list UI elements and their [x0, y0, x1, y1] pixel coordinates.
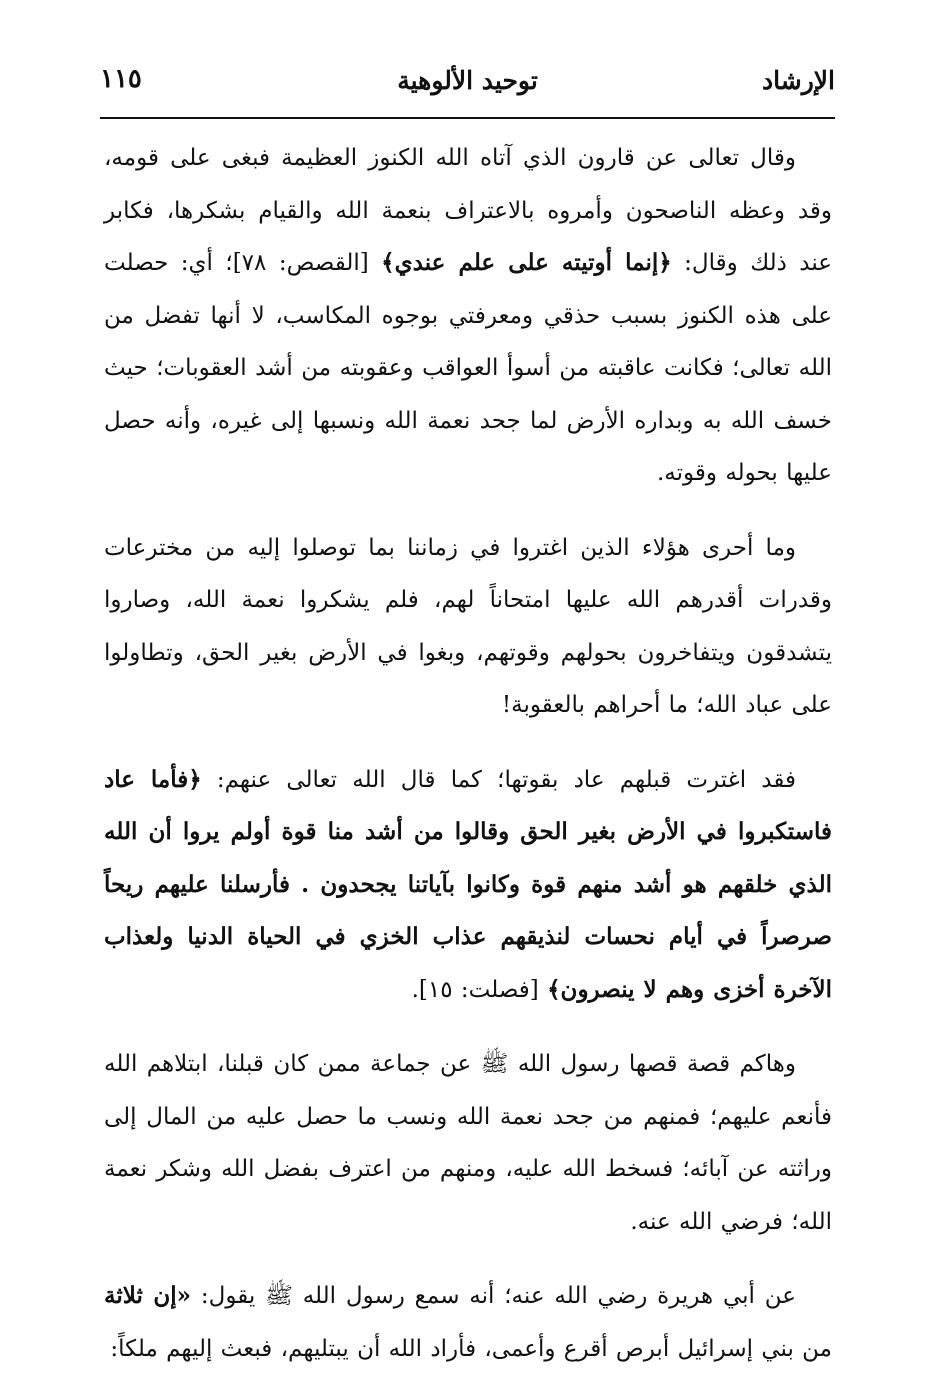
text-segment: عن أبي هريرة رضي الله عنه؛ أنه سمع رسول الله ﷺ يقول:	[191, 1283, 796, 1309]
quran-verse: ﴿فأما عاد فاستكبروا في الأرض بغير الحق وقالوا من أشد منا قوة أولم يروا أن الله الذي خلقهم هو أشد منهم قوة وكانوا بآياتنا يجحدون . فأرسلنا عليهم ريحاً صرصراً في أيام نحسات لنذيقهم عذاب الخزي في الحياة الدنيا ولعذاب الآخرة أخزى وهم لا ينصرون﴾	[104, 765, 832, 1003]
text-segment: وقال تعالى عن قارون الذي آتاه الله الكنوز العظيمة فبغى على قومه، وقد وعظه الناصحون وأمروه بالاعتراف بنعمة الله والقيام بشكرها، فكابر عند ذلك وقال:	[104, 145, 833, 276]
header-rule	[100, 117, 835, 119]
paragraph-modern-pride	[104, 522, 832, 732]
hadith-quote: «إن ثلاثة	[104, 1282, 192, 1309]
text-segment: من بني إسرائيل أبرص أقرع وأعمى، فأراد الله أن يبتليهم، فبعث إليهم ملكاً:	[110, 1335, 832, 1362]
text-segment: [فصلت: ١٥].	[411, 976, 548, 1003]
paragraph-story-intro	[104, 1038, 832, 1248]
paragraph-hadith	[104, 1270, 832, 1375]
text-segment: وهاكم قصة قصها رسول الله ﷺ عن جماعة ممن كان قبلنا، ابتلاهم الله فأنعم عليهم؛ فمنهم من جحد نعمة الله ونسب ما حصل عليه من المال إلى وراثته عن آبائه؛ فسخط الله عليه، ومنهم من اعترف بفضل الله وشكر نعمة الله؛ فرضي الله عنه.	[104, 1051, 832, 1235]
paragraph-qarun	[104, 132, 832, 500]
page-number: ١١٥	[100, 64, 142, 94]
body-text	[104, 132, 832, 1375]
paragraph-aad	[104, 754, 832, 1017]
text-segment: وما أحرى هؤلاء الذين اغتروا في زماننا بما توصلوا إليه من مخترعات وقدرات أقدرهم الله عليها امتحاناً لهم، فلم يشكروا نعمة الله، وصاروا يتشدقون ويتفاخرون بحولهم وقوتهم، وبغوا في الأرض بغير الحق، وتطاولوا على عباد الله؛ ما أحراهم بالعقوبة!	[104, 534, 833, 718]
text-segment: فقد اغترت قبلهم عاد بقوتها؛ كما قال الله تعالى عنهم:	[201, 766, 796, 793]
running-head: الإرشاد	[762, 66, 835, 95]
quran-verse: ﴿إنما أوتيته على علم عندي﴾	[381, 249, 672, 276]
text-segment: [القصص: ٧٨]؛ أي: حصلت على هذه الكنوز بسبب حذقي ومعرفتي بوجوه المكاسب، لا أنها تفضل من الله تعالى؛ فكانت عاقبته من أسوأ العواقب وعقوبته من أشد العقوبات؛ حيث خسف الله به وبداره الأرض لما جحد نعمة الله ونسبها إلى غيره، وأنه حصل عليها بحوله وقوته.	[104, 250, 832, 486]
page-header	[100, 62, 835, 114]
chapter-title: توحيد الألوهية	[397, 66, 538, 95]
